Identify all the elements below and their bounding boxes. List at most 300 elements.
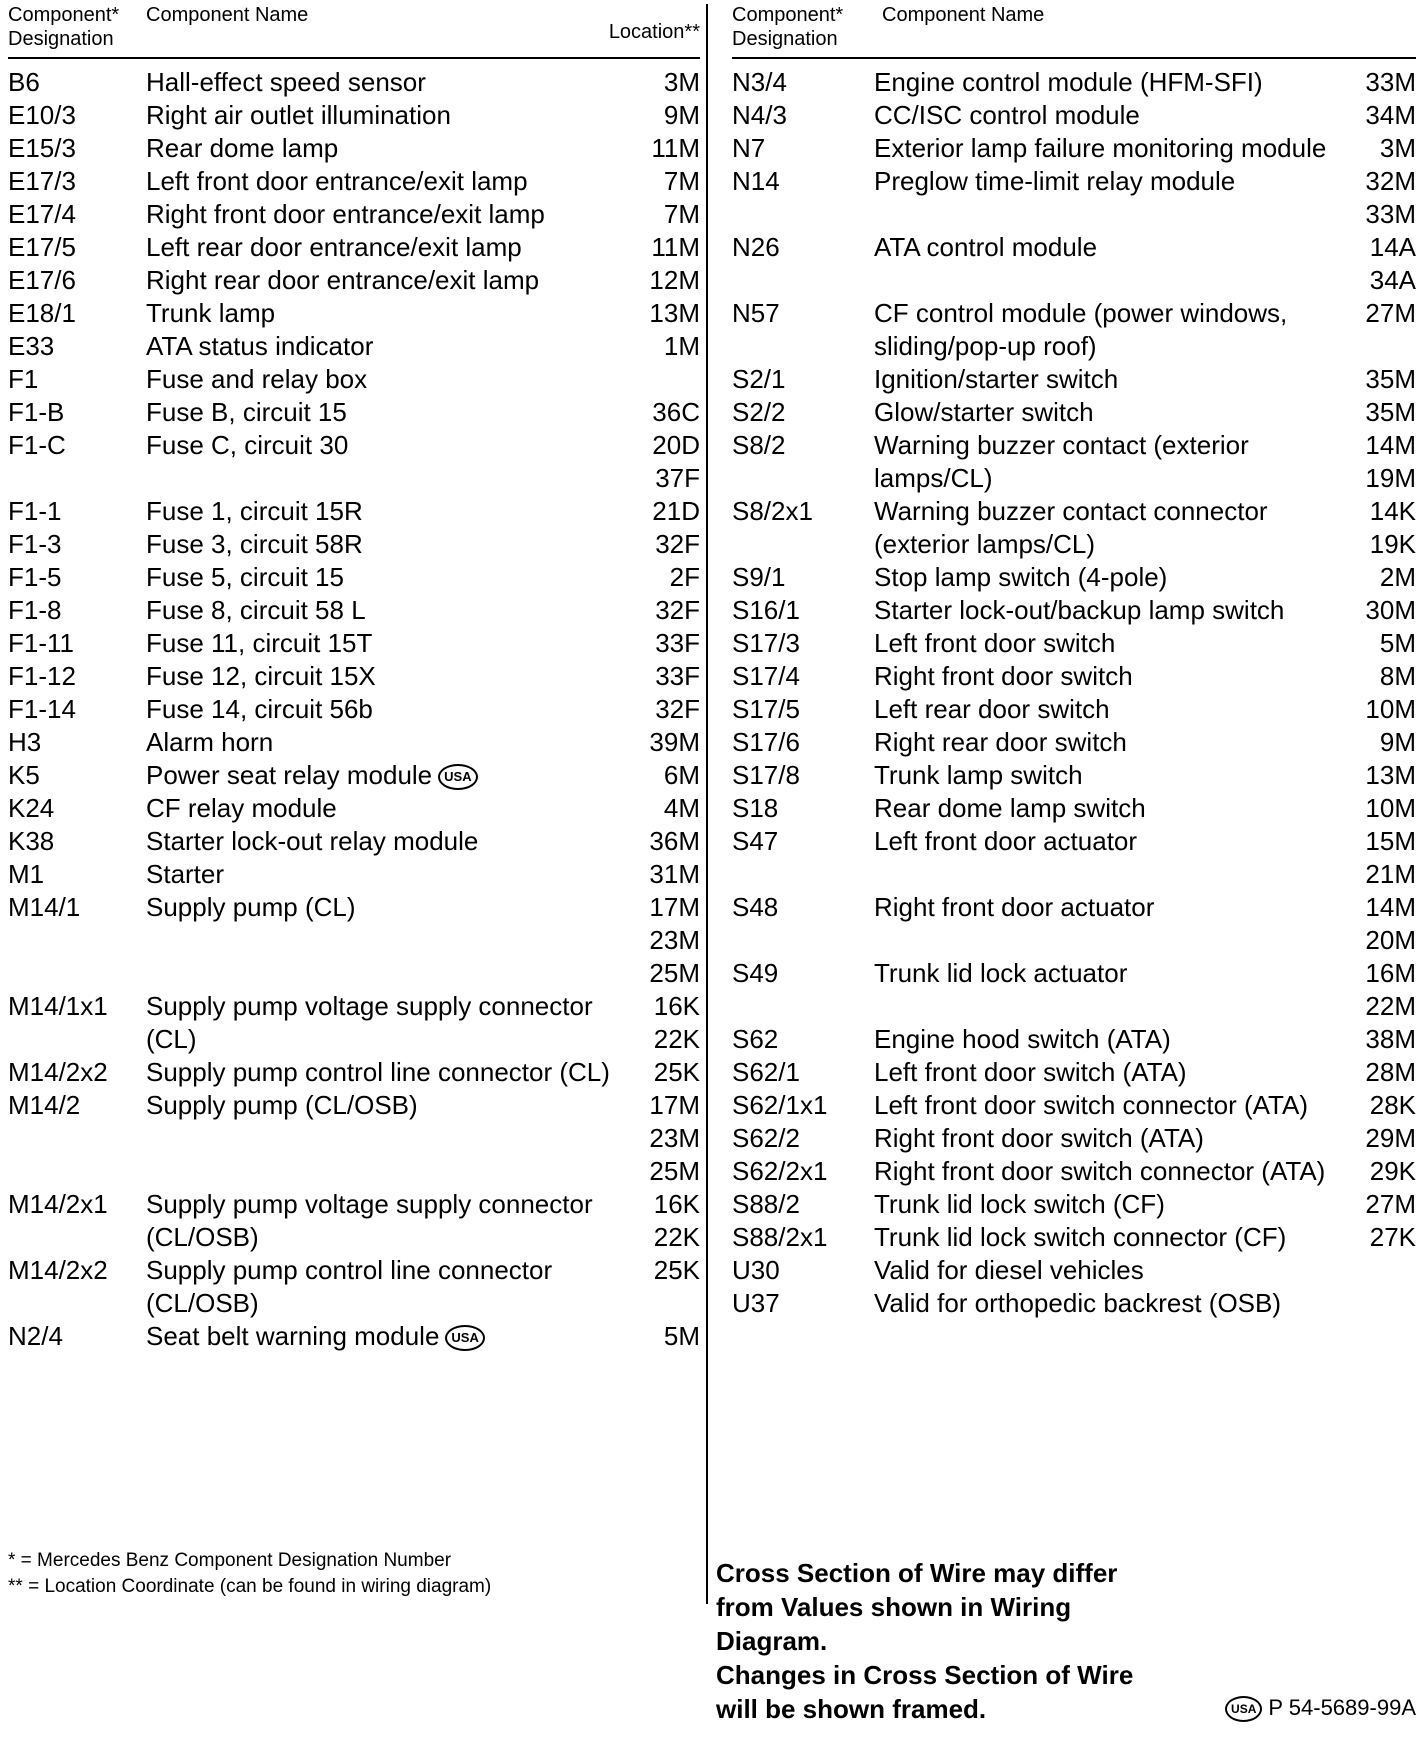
location-coordinates [1326,759,1416,792]
location-coordinates [610,66,700,99]
location-coordinates [610,627,700,660]
table-row [8,66,700,99]
location-coordinate: 36C [652,397,700,427]
location-header: Location** [608,21,700,43]
component-designation: S2/2 [732,397,786,427]
component-designation: F1-5 [8,562,62,592]
location-coordinate: 5M [1379,628,1416,658]
component-name [874,363,1336,396]
location-coordinates [610,1089,700,1188]
table-row [8,330,700,363]
location-coordinates [1326,660,1416,693]
notice-line: will be shown framed. [716,1694,987,1724]
component-name [874,1188,1336,1221]
component-name-text: Fuse 5, circuit 15 [146,562,344,592]
table-row [732,891,1416,957]
component-name [874,297,1336,363]
location-coordinate: 19M [1365,463,1416,493]
table-row [732,1287,1416,1320]
location-coordinate: 14M [1365,430,1416,460]
component-designation: M14/1 [8,892,81,922]
right-rows [732,66,1416,1320]
component-name-text: Supply pump control line connector (CL/OSB) [146,1255,553,1318]
table-row [732,363,1416,396]
location-coordinates [1326,627,1416,660]
location-coordinates [1326,561,1416,594]
location-coordinate: 28K [1369,1090,1416,1120]
component-name-text: Engine control module (HFM-SFI) [874,67,1263,97]
component-name-text: Trunk lid lock actuator [874,958,1128,988]
component-designation: S49 [732,958,779,988]
location-coordinates [610,528,700,561]
location-coordinates [610,330,700,363]
location-coordinate: 27M [1365,298,1416,328]
location-coordinate: 5M [663,1321,700,1351]
component-name-text: CC/ISC control module [874,100,1140,130]
component-designation: N57 [732,298,780,328]
component-name [146,594,620,627]
location-coordinate: 35M [1365,364,1416,394]
component-name-text: Seat belt warning module [146,1321,440,1351]
component-name [874,1023,1336,1056]
table-row [8,990,700,1056]
component-name [146,330,620,363]
location-coordinate: 32F [655,595,700,625]
table-row [8,792,700,825]
component-name [146,1056,620,1089]
location-coordinates [610,726,700,759]
location-coordinates [1326,1089,1416,1122]
component-name [874,726,1336,759]
location-coordinates [610,594,700,627]
table-row [8,231,700,264]
component-designation: K5 [8,760,40,790]
location-coordinate: 16M [1365,958,1416,988]
location-coordinate: 36M [649,826,700,856]
table-row [732,1188,1416,1221]
component-name-text: Fuse C, circuit 30 [146,430,349,460]
component-designation: S17/4 [732,661,800,691]
component-name [146,396,620,429]
component-name [146,297,620,330]
table-row [732,231,1416,297]
component-designation: S62/1x1 [732,1090,828,1120]
table-row [8,726,700,759]
designation-header: Component* Designation [732,4,844,50]
location-coordinate: 16K [653,1189,700,1219]
component-name-text: Fuse 12, circuit 15X [146,661,376,691]
component-name [146,363,620,396]
location-coordinate: 10M [1365,694,1416,724]
location-coordinate: 23M [649,925,700,955]
designation-header: Component* Designation [8,4,120,50]
component-name [874,594,1336,627]
location-coordinates [1326,693,1416,726]
location-coordinate: 32F [655,529,700,559]
component-name-text: Engine hood switch (ATA) [874,1024,1171,1054]
component-name [874,825,1336,858]
component-designation: S17/5 [732,694,800,724]
table-row [8,297,700,330]
location-coordinates [1326,429,1416,495]
component-name-text: Ignition/starter switch [874,364,1119,394]
component-name-text: Supply pump voltage supply connector (CL) [146,991,593,1054]
location-coordinates [610,495,700,528]
component-name-text: Fuse 8, circuit 58 L [146,595,366,625]
table-row [8,594,700,627]
table-row [732,396,1416,429]
component-designation: F1-12 [8,661,76,691]
location-coordinate: 2M [1379,562,1416,592]
component-name [146,1089,620,1122]
location-coordinates [610,396,700,429]
location-coordinate: 33M [1365,199,1416,229]
table-row [732,627,1416,660]
location-coordinate: 33F [655,661,700,691]
table-row [8,1056,700,1089]
location-coordinates [610,429,700,495]
table-row [732,165,1416,231]
component-designation: S8/2x1 [732,496,813,526]
table-row [732,495,1416,561]
usa-badge-icon: USA [445,1325,484,1351]
component-designation: F1-3 [8,529,62,559]
table-row [8,660,700,693]
component-name [874,231,1336,264]
name-header: Component Name [882,4,1045,26]
table-row [732,561,1416,594]
component-name [874,1221,1336,1254]
table-row [732,957,1416,1023]
component-name-text: Supply pump (CL/OSB) [146,1090,418,1120]
wire-cross-section-notice [716,1556,1236,1726]
component-name-text: Starter lock-out relay module [146,826,479,856]
location-coordinate: 35M [1365,397,1416,427]
component-designation: S17/6 [732,727,800,757]
location-coordinates [610,891,700,990]
component-designation: E17/6 [8,265,76,295]
location-coordinates [610,132,700,165]
location-coordinate: 34M [1365,100,1416,130]
component-name-text: Rear dome lamp switch [874,793,1146,823]
component-name [146,429,620,462]
component-name [874,1122,1336,1155]
component-designation: H3 [8,727,42,757]
location-coordinate: 9M [663,100,700,130]
location-coordinate: 39M [649,727,700,757]
component-name [146,1320,620,1353]
component-name [874,495,1336,561]
component-name-text: Trunk lamp [146,298,276,328]
location-coordinate: 20M [1365,925,1416,955]
component-name-text: Starter [146,859,225,889]
component-designation: N7 [732,133,766,163]
component-designation: N3/4 [732,67,787,97]
table-row [8,1188,700,1254]
component-name-text: ATA control module [874,232,1098,262]
location-coordinates [610,693,700,726]
component-name [146,99,620,132]
location-coordinates [610,990,700,1056]
component-name-text: ATA status indicator [146,331,374,361]
table-row [8,561,700,594]
table-row [8,165,700,198]
component-name-text: Trunk lid lock switch connector (CF) [874,1222,1287,1252]
table-row [732,297,1416,363]
location-coordinates [610,792,700,825]
location-coordinates [610,858,700,891]
component-name [146,231,620,264]
notice-line: Cross Section of Wire may differ [716,1558,1118,1588]
component-name [146,693,620,726]
location-coordinate: 1M [663,331,700,361]
component-name-text: Exterior lamp failure monitoring module [874,133,1327,163]
table-row [8,495,700,528]
component-designation: N2/4 [8,1321,63,1351]
component-name-text: Hall-effect speed sensor [146,67,426,97]
component-designation: M14/2x1 [8,1189,108,1219]
location-coordinate: 10M [1365,793,1416,823]
location-coordinate: 4M [663,793,700,823]
location-coordinates [1326,165,1416,231]
location-coordinates [1326,1221,1416,1254]
figure-reference [1219,1694,1416,1722]
component-designation: S2/1 [732,364,786,394]
component-name [146,792,620,825]
location-coordinates [1326,825,1416,891]
location-coordinate: 25M [649,1156,700,1186]
component-name [146,891,620,924]
component-name [146,495,620,528]
location-coordinate: 31M [649,859,700,889]
component-name-text: Fuse 1, circuit 15R [146,496,363,526]
component-designation: F1-11 [8,628,74,658]
component-name-text: Fuse 3, circuit 58R [146,529,363,559]
location-coordinate: 25K [653,1057,700,1087]
location-coordinates [610,264,700,297]
component-name-text: Power seat relay module [146,760,433,790]
location-coordinate: 14A [1369,232,1416,262]
location-coordinates [1326,1122,1416,1155]
table-row [8,363,700,396]
location-coordinate: 9M [1379,727,1416,757]
component-designation: N14 [732,166,780,196]
table-row [8,627,700,660]
location-coordinate: 37F [655,463,700,493]
location-coordinates [610,1188,700,1254]
component-designation: S16/1 [732,595,800,625]
location-coordinate: 28M [1365,1057,1416,1087]
component-designation: S9/1 [732,562,786,592]
location-coordinate: 7M [663,166,700,196]
component-name-text: Left front door switch (ATA) [874,1057,1187,1087]
location-coordinate: 17M [649,1090,700,1120]
component-name-text: Valid for orthopedic backrest (OSB) [874,1288,1282,1318]
location-coordinate: 11M [651,133,700,163]
location-coordinates [610,99,700,132]
component-designation: U37 [732,1288,780,1318]
usa-badge-icon: USA [1225,1696,1262,1722]
table-row [8,132,700,165]
table-row [732,693,1416,726]
location-coordinate: 32F [655,694,700,724]
location-coordinates [1326,1023,1416,1056]
table-row [8,396,700,429]
location-coordinate: 27M [1365,1189,1416,1219]
component-designation: S47 [732,826,779,856]
location-coordinate: 22K [653,1222,700,1252]
component-designation: M14/2x2 [8,1057,108,1087]
location-coordinate: 25K [653,1255,700,1285]
component-name [146,165,620,198]
table-row [732,660,1416,693]
location-coordinate: 32M [1365,166,1416,196]
component-name-text: Fuse 11, circuit 15T [146,628,373,658]
location-coordinate: 11M [651,232,700,262]
component-name [874,1287,1336,1320]
location-coordinate: 13M [649,298,700,328]
component-name-text: CF control module (power windows, sliding/pop-up roof) [874,298,1288,361]
component-name-text: Right front door actuator [874,892,1155,922]
location-coordinate: 13M [1365,760,1416,790]
location-footnote: ** = Location Coordinate (can be found in wiring diagram) [8,1576,492,1597]
component-name [874,627,1336,660]
component-name [146,264,620,297]
table-row [8,528,700,561]
location-coordinate: 17M [649,892,700,922]
component-designation: F1-14 [8,694,76,724]
component-name-text: Starter lock-out/backup lamp switch [874,595,1285,625]
component-name-text: Alarm horn [146,727,274,757]
usa-badge-icon: USA [438,764,477,790]
component-name [874,1254,1336,1287]
table-row [732,132,1416,165]
table-row [732,1254,1416,1287]
table-row [8,825,700,858]
left-rows [8,66,700,1353]
table-row [8,693,700,726]
location-coordinate: 14M [1365,892,1416,922]
location-coordinate: 8M [1379,661,1416,691]
component-designation: E17/3 [8,166,76,196]
component-designation: S17/3 [732,628,800,658]
component-designation: S88/2 [732,1189,800,1219]
table-row [8,429,700,495]
table-row [8,99,700,132]
location-coordinates [1326,495,1416,561]
component-name [874,66,1336,99]
location-coordinate: 23M [649,1123,700,1153]
location-coordinate: 34A [1369,265,1416,295]
table-row [732,792,1416,825]
table-row [8,759,700,792]
component-name [874,396,1336,429]
component-name-text: Left front door switch [874,628,1116,658]
location-coordinates [1326,363,1416,396]
component-name [874,429,1336,495]
component-designation: S18 [732,793,779,823]
table-row [732,759,1416,792]
component-designation: F1-8 [8,595,62,625]
location-coordinates [610,1056,700,1089]
left-column [8,0,700,1351]
location-coordinate: 16K [653,991,700,1021]
location-coordinates [610,825,700,858]
component-designation: F1-B [8,397,65,427]
component-name [146,627,620,660]
table-row [732,1155,1416,1188]
table-row [732,1023,1416,1056]
component-designation: S88/2x1 [732,1222,828,1252]
component-name-text: Left front door entrance/exit lamp [146,166,528,196]
table-row [732,429,1416,495]
component-name [874,99,1336,132]
table-row [732,1122,1416,1155]
component-designation: E17/4 [8,199,76,229]
component-name-text: CF relay module [146,793,337,823]
table-row [732,1089,1416,1122]
component-designation: E33 [8,331,55,361]
component-name-text: Warning buzzer contact (exterior lamps/CL) [874,430,1249,493]
header-rule [8,57,700,59]
location-coordinates [610,1254,700,1287]
component-name [146,198,620,231]
location-coordinate: 29M [1365,1123,1416,1153]
location-coordinates [1326,396,1416,429]
component-name-text: Left front door switch connector (ATA) [874,1090,1308,1120]
component-name [874,660,1336,693]
notice-line: from Values shown in Wiring [716,1592,1072,1622]
location-coordinate: 25M [649,958,700,988]
component-designation: E15/3 [8,133,76,163]
component-designation: S17/8 [732,760,800,790]
location-coordinate: 33F [655,628,700,658]
component-name-text: Right rear door entrance/exit lamp [146,265,540,295]
table-row [732,1056,1416,1089]
location-coordinates [1326,99,1416,132]
location-coordinates [610,660,700,693]
location-coordinates [1326,792,1416,825]
location-coordinates [1326,66,1416,99]
component-name-text: Left rear door switch [874,694,1110,724]
location-coordinate: 2F [669,562,700,592]
footnotes [8,1548,491,1600]
table-row [8,1254,700,1320]
notice-line: Diagram. [716,1626,828,1656]
component-name [874,693,1336,726]
component-name-text: Right front door switch (ATA) [874,1123,1204,1153]
component-designation: S62/1 [732,1057,800,1087]
column-divider [706,4,708,1604]
component-designation: U30 [732,1255,780,1285]
component-designation: B6 [8,67,40,97]
component-designation: S48 [732,892,779,922]
table-row [8,1320,700,1353]
header-rule [732,57,1416,59]
location-coordinate: 15M [1365,826,1416,856]
location-coordinate: 27K [1369,1222,1416,1252]
component-designation: M14/2 [8,1090,81,1120]
location-coordinate: 19K [1369,529,1416,559]
component-name [874,957,1336,990]
component-name-text: Warning buzzer contact connector (exterior lamps/CL) [874,496,1268,559]
location-coordinates [610,561,700,594]
component-designation: E18/1 [8,298,76,328]
table-row [732,825,1416,891]
component-name [146,660,620,693]
component-designation: S62 [732,1024,779,1054]
component-name-text: Fuse 14, circuit 56b [146,694,373,724]
